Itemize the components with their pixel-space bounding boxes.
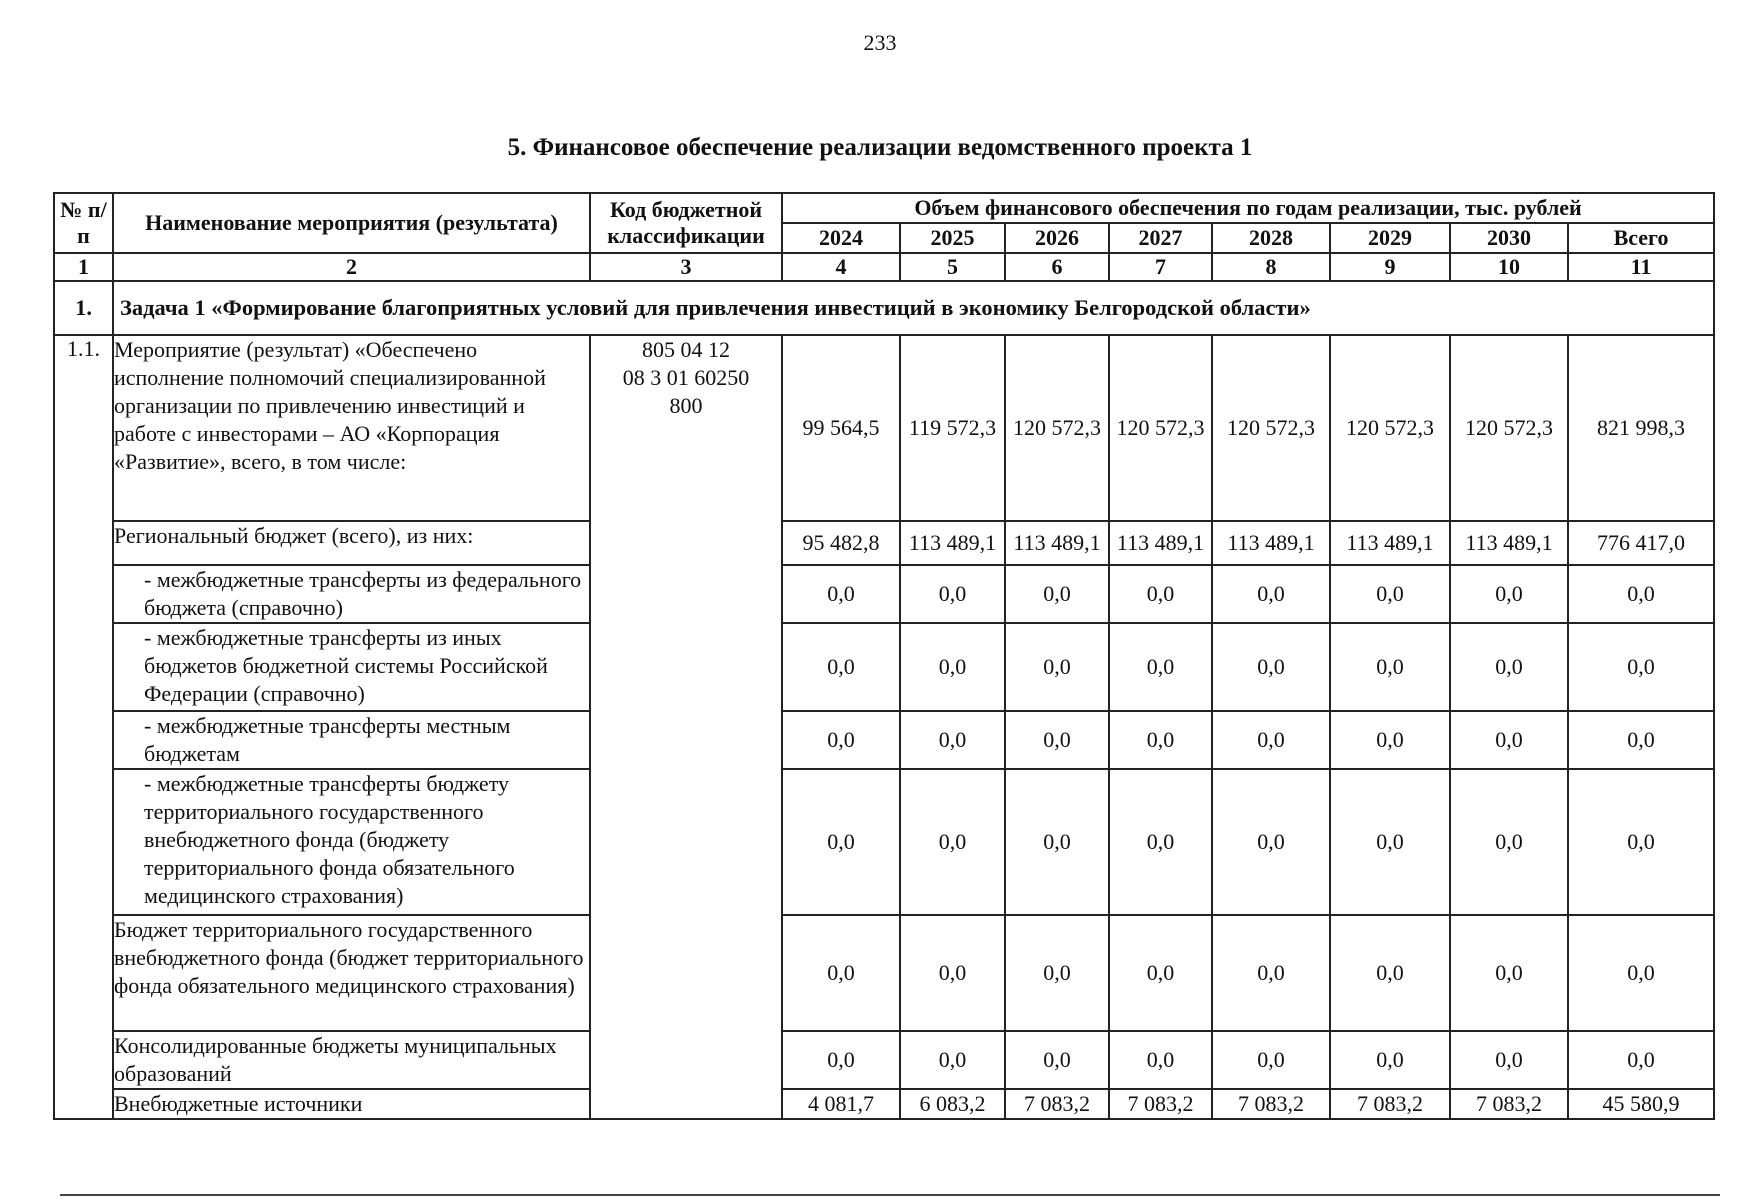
value-cell: 0,0: [1330, 565, 1450, 623]
value-cell: 0,0: [1005, 711, 1109, 769]
financing-table: [53, 192, 1715, 1120]
task-title: Задача 1 «Формирование благоприятных условий для привлечения инвестиций в экономику Белгородской области»: [113, 281, 1714, 335]
page-number: 233: [863, 30, 897, 55]
value-cell: 0,0: [1450, 623, 1568, 711]
table-row: [54, 623, 1714, 711]
value-cell: 0,0: [900, 711, 1005, 769]
column-number: 8: [1212, 253, 1330, 281]
total-cell: 0,0: [1568, 915, 1714, 1031]
header-year: 2025: [900, 223, 1005, 253]
total-cell: 0,0: [1568, 769, 1714, 915]
value-cell: 0,0: [900, 623, 1005, 711]
total-cell: 45 580,9: [1568, 1089, 1714, 1119]
task-number: 1.: [54, 281, 113, 335]
table-row: [54, 1089, 1714, 1119]
value-cell: 0,0: [1330, 711, 1450, 769]
value-cell: 0,0: [782, 769, 900, 915]
value-cell: 0,0: [782, 565, 900, 623]
value-cell: 0,0: [900, 565, 1005, 623]
table-row: [54, 915, 1714, 1031]
column-number: 5: [900, 253, 1005, 281]
total-cell: 0,0: [1568, 623, 1714, 711]
value-cell: 0,0: [782, 623, 900, 711]
value-cell: 0,0: [1450, 565, 1568, 623]
table-row: [54, 565, 1714, 623]
value-cell: 7 083,2: [1450, 1089, 1568, 1119]
value-cell: 0,0: [1005, 769, 1109, 915]
value-cell: 0,0: [1330, 1031, 1450, 1089]
task-row: [54, 281, 1714, 335]
table-row: [54, 335, 1714, 521]
column-number: 6: [1005, 253, 1109, 281]
row-name: Региональный бюджет (всего), из них:: [113, 521, 590, 565]
table-row: [54, 1031, 1714, 1089]
row-name: - межбюджетные трансферты из иных бюджетов бюджетной системы Российской Федерации (справочно): [113, 623, 590, 711]
table-row: [54, 711, 1714, 769]
header-year: 2028: [1212, 223, 1330, 253]
header-year: 2029: [1330, 223, 1450, 253]
row-name: - межбюджетные трансферты бюджету территориального государственного внебюджетного фонда (бюджету территориального фонда обязательного медицинского страхования): [113, 769, 590, 915]
column-number: 3: [590, 253, 782, 281]
value-cell: 113 489,1: [1212, 521, 1330, 565]
budget-code-line: 805 04 12: [642, 337, 730, 362]
value-cell: 7 083,2: [1330, 1089, 1450, 1119]
column-number: 11: [1568, 253, 1714, 281]
column-number: 2: [113, 253, 590, 281]
row-name: Консолидированные бюджеты муниципальных образований: [113, 1031, 590, 1089]
value-cell: 0,0: [1109, 565, 1212, 623]
value-cell: 113 489,1: [1330, 521, 1450, 565]
value-cell: 0,0: [1212, 769, 1330, 915]
header-year: 2024: [782, 223, 900, 253]
value-cell: 0,0: [1005, 1031, 1109, 1089]
header-year: 2027: [1109, 223, 1212, 253]
item-number: 1.1.: [54, 335, 113, 1119]
total-cell: 0,0: [1568, 711, 1714, 769]
row-name: Внебюджетные источники: [113, 1089, 590, 1119]
table-row: [54, 521, 1714, 565]
value-cell: 0,0: [1212, 711, 1330, 769]
value-cell: 120 572,3: [1212, 335, 1330, 521]
value-cell: 0,0: [782, 1031, 900, 1089]
table-row: [54, 769, 1714, 915]
header-total: Всего: [1568, 223, 1714, 253]
header-year: 2026: [1005, 223, 1109, 253]
total-cell: 821 998,3: [1568, 335, 1714, 521]
budget-code-line: 08 3 01 60250: [622, 365, 750, 390]
value-cell: 0,0: [1109, 1031, 1212, 1089]
value-cell: 7 083,2: [1005, 1089, 1109, 1119]
column-number: 10: [1450, 253, 1568, 281]
page-bottom-divider: [60, 1194, 1720, 1196]
value-cell: 0,0: [1212, 565, 1330, 623]
value-cell: 0,0: [782, 711, 900, 769]
value-cell: 0,0: [1005, 623, 1109, 711]
value-cell: 0,0: [782, 915, 900, 1031]
section-title: 5. Финансовое обеспечение реализации ведомственного проекта 1: [507, 134, 1253, 161]
value-cell: 0,0: [1450, 769, 1568, 915]
value-cell: 120 572,3: [1005, 335, 1109, 521]
value-cell: 0,0: [900, 915, 1005, 1031]
row-name: Бюджет территориального государственного внебюджетного фонда (бюджет территориального фонда обязательного медицинского страхования): [113, 915, 590, 1031]
value-cell: 0,0: [1109, 915, 1212, 1031]
value-cell: 95 482,8: [782, 521, 900, 565]
value-cell: 0,0: [1109, 623, 1212, 711]
column-number: 7: [1109, 253, 1212, 281]
value-cell: 0,0: [1450, 1031, 1568, 1089]
row-name: - межбюджетные трансферты из федерального бюджета (справочно): [113, 565, 590, 623]
column-number: 9: [1330, 253, 1450, 281]
row-name: Мероприятие (результат) «Обеспечено исполнение полномочий специализированной организации по привлечению инвестиций и работе с инвесторами – АО «Корпорация «Развитие», всего, в том числе:: [113, 335, 590, 521]
value-cell: 0,0: [1330, 915, 1450, 1031]
header-num: № п/п: [54, 193, 113, 253]
value-cell: 7 083,2: [1212, 1089, 1330, 1119]
total-cell: 0,0: [1568, 565, 1714, 623]
value-cell: 120 572,3: [1450, 335, 1568, 521]
column-number: 1: [54, 253, 113, 281]
value-cell: 7 083,2: [1109, 1089, 1212, 1119]
value-cell: 0,0: [1005, 915, 1109, 1031]
value-cell: 113 489,1: [900, 521, 1005, 565]
value-cell: 0,0: [1005, 565, 1109, 623]
value-cell: 0,0: [1330, 769, 1450, 915]
value-cell: 99 564,5: [782, 335, 900, 521]
value-cell: 0,0: [900, 1031, 1005, 1089]
value-cell: 113 489,1: [1450, 521, 1568, 565]
value-cell: 0,0: [1109, 711, 1212, 769]
budget-code-line: 800: [669, 393, 703, 418]
value-cell: 0,0: [1330, 623, 1450, 711]
header-name: Наименование мероприятия (результата): [113, 193, 590, 253]
header-year: 2030: [1450, 223, 1568, 253]
value-cell: 0,0: [1450, 915, 1568, 1031]
total-cell: 0,0: [1568, 1031, 1714, 1089]
value-cell: 4 081,7: [782, 1089, 900, 1119]
row-name: - межбюджетные трансферты местным бюджетам: [113, 711, 590, 769]
value-cell: 0,0: [1450, 711, 1568, 769]
column-number: 4: [782, 253, 900, 281]
header-code: Код бюджетной классификации: [590, 193, 782, 253]
value-cell: 6 083,2: [900, 1089, 1005, 1119]
value-cell: 113 489,1: [1005, 521, 1109, 565]
value-cell: 0,0: [1212, 915, 1330, 1031]
value-cell: 0,0: [900, 769, 1005, 915]
total-cell: 776 417,0: [1568, 521, 1714, 565]
budget-code: [590, 335, 782, 1119]
value-cell: 0,0: [1212, 623, 1330, 711]
value-cell: 0,0: [1212, 1031, 1330, 1089]
value-cell: 113 489,1: [1109, 521, 1212, 565]
header-volume: Объем финансового обеспечения по годам реализации, тыс. рублей: [782, 193, 1714, 223]
value-cell: 0,0: [1109, 769, 1212, 915]
value-cell: 119 572,3: [900, 335, 1005, 521]
value-cell: 120 572,3: [1330, 335, 1450, 521]
value-cell: 120 572,3: [1109, 335, 1212, 521]
